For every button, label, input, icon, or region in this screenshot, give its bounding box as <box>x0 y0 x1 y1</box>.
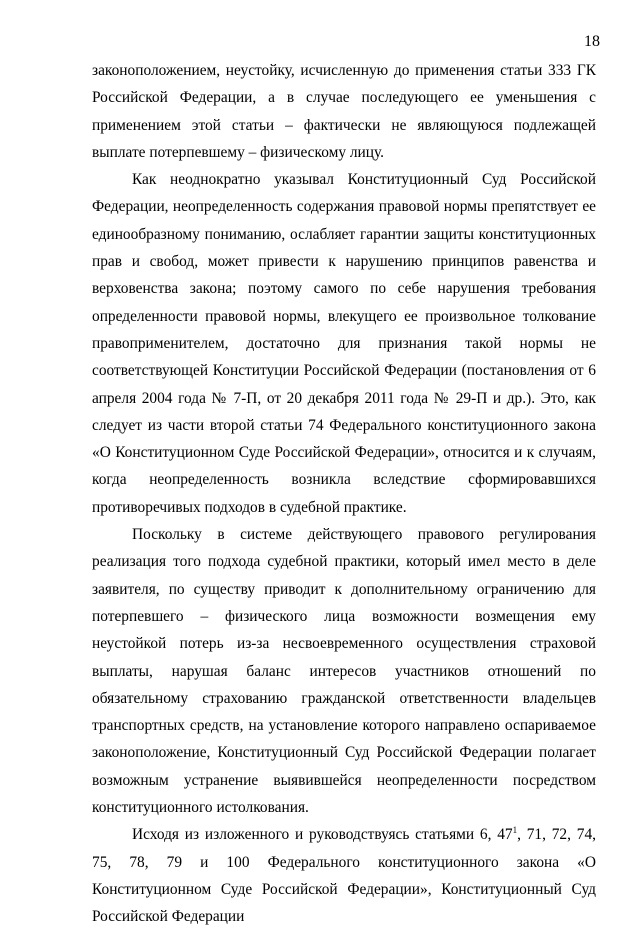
paragraph: Поскольку в системе действующего правового регулирования реализация того подхода судебной практики, который имел место в деле заявителя, по существу приводит к дополнительному ограничению для потерпевшего – физического лица возможности возмещения ему неустойкой потерь из-за несвоевременного осуществления страховой выплаты, нарушая баланс интересов участников отношений по обязательному страхованию гражданской ответственности владельцев транспортных средств, на установление которого направлено оспариваемое законоположение, Конституционный Суд Российской Федерации полагает возможным устранение выявившейся неопределенности посредством конституционного истолкования. <box>92 526 596 817</box>
paragraph-continuation: законоположением, неустойку, исчисленную до применения статьи 333 ГК Российской Федерации, а в случае последующего ее уменьшения с применением этой статьи – фактически не являющуюся подлежащей выплате потерпевшему – физическому лицу. <box>92 62 596 161</box>
paragraph-final <box>92 821 596 930</box>
document-body <box>92 57 596 931</box>
paragraph-text: Исходя из изложенного и руководствуясь статьями 6, 47 <box>132 826 513 844</box>
paragraph: Как неоднократно указывал Конституционный Суд Российской Федерации, неопределенность содержания правовой нормы препятствует ее единообразному пониманию, ослабляет гарантии защиты конституционных прав и свобод, может привести к нарушению принципов равенства и верховенства закона; поэтому самого по себе нарушения требования определенности правовой нормы, влекущего ее произвольное толкование правоприменителем, достаточно для признания такой нормы не соответствующей Конституции Российской Федерации (постановления от 6 апреля 2004 года № 7-П, от 20 декабря 2011 года № 29-П и др.). Это, как следует из части второй статьи 74 Федерального конституционного закона «О Конституционном Суде Российской Федерации», относится и к случаям, когда неопределенность возникла вследствие сформировавшихся противоречивых подходов в судебной практике. <box>92 171 596 516</box>
page-number: 18 <box>584 33 600 50</box>
superscript: 1 <box>512 825 518 836</box>
paragraph-text: , 71, 72, 74, 75, 78, 79 и 100 Федерального конституционного закона «О Конституционном Суде Российской Федерации», Конституционный Суд Российской Федерации <box>92 826 596 926</box>
